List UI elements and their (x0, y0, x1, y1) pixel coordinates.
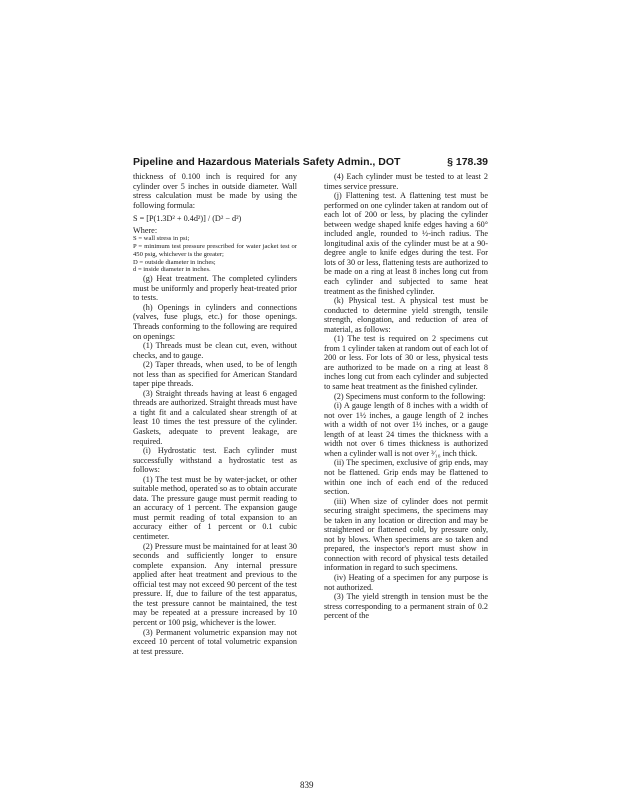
left-column-paragraph: Where: (133, 225, 158, 235)
left-column-paragraph: (h) Openings in cylinders and connections (valves, fuse plugs, etc.) for those openings. Threads conforming to the following are required on openings: (133, 302, 297, 341)
left-column-paragraph: d = inside diameter in inches. (133, 266, 211, 274)
left-column-paragraph: (1) The test must be by water-jacket, or other suitable method, operated so as to obtain accurate data. The pressure gauge must permit reading to an accuracy of 1 percent. The expansion gauge must permit reading of total expansion to an accuracy either of 1 percent or 0.1 cubic centimeter. (133, 474, 297, 542)
left-column-paragraph: (1) Threads must be clean cut, even, without checks, and to gauge. (133, 341, 297, 360)
left-column-paragraph: D = outside diameter in inches; (133, 258, 216, 266)
left-column-paragraph: (3) Straight threads having at least 6 engaged threads are authorized. Straight threads must have a tight fit and a calculated shear strength of at least 10 times the test pressure of the cylinder. Gaskets, adequate to prevent leakage, are required. (133, 388, 297, 446)
left-column-paragraph: S = wall stress in psi; (133, 235, 190, 243)
left-column-paragraph: (i) Hydrostatic test. Each cylinder must successfully withstand a hydrostatic test as follows: (133, 446, 297, 475)
right-column-paragraph: (iv) Heating of a specimen for any purpose is not authorized. (324, 572, 488, 592)
right-column-paragraph: (3) The yield strength in tension must be the stress corresponding to a permanent strain of 0.2 percent of the (324, 592, 488, 621)
running-header (133, 156, 488, 172)
right-column-paragraph: (1) The test is required on 2 specimens cut from 1 cylinder taken at random out of each lot of 200 or less. For lots of 30 or less, physical tests are authorized to be made on a ring at least 8 inches long cut from each cylinder and subjected to same heat treatment as the finished cylinder. (324, 334, 488, 392)
right-column-paragraph: (4) Each cylinder must be tested to at least 2 times service pressure. (324, 172, 488, 191)
right-text-column (324, 172, 488, 621)
right-column-paragraph: (i) A gauge length of 8 inches with a width of not over 1½ inches, a gauge length of 2 inches with a width of not over 1½ inches, or a gauge length of at least 24 times the thickness with a width not over 6 times thickness is authorized when a cylinder wall is not over ³⁄₁₆ inch thick. (324, 401, 488, 458)
left-column-paragraph: (3) Permanent volumetric expansion may not exceed 10 percent of total volumetric expansion at test pressure. (133, 627, 297, 656)
left-column-paragraph: (2) Taper threads, when used, to be of length not less than as specified for American Standard taper pipe threads. (133, 360, 297, 389)
right-column-paragraph: (j) Flattening test. A flattening test must be performed on one cylinder taken at random out of each lot of 200 or less, by placing the cylinder between wedge shaped knife edges having a 60° included angle, rounded to ½-inch radius. The longitudinal axis of the cylinder must be at a 90-degree angle to knife edges during the test. For lots of 30 or less, flattening tests are authorized to be made on a ring at least 8 inches long cut from each cylinder and subjected to same heat treatment as the finished cylinder. (324, 191, 488, 296)
header-section-number: § 178.39 (447, 156, 488, 168)
header-agency-title: Pipeline and Hazardous Materials Safety Admin., DOT (133, 156, 401, 168)
left-column-paragraph: S = [P(1.3D² + 0.4d²)] / (D² − d²) (133, 214, 242, 224)
left-column-paragraph: (g) Heat treatment. The completed cylinders must be uniformly and properly heat-treated prior to tests. (133, 274, 297, 303)
right-column-paragraph: (iii) When size of cylinder does not permit securing straight specimens, the specimens may be taken in any location or direction and may be straightened or flattened cold, by pressure only, not by blows. When specimens are so taken and prepared, the inspector's report must show in connection with record of physical tests detailed information in regard to such specimens. (324, 496, 488, 573)
left-column-paragraph: P = minimum test pressure prescribed for water jacket test or 450 psig, whichever is the greater; (133, 243, 297, 258)
left-column-paragraph: thickness of 0.100 inch is required for any cylinder over 5 inches in outside diameter. Wall stress calculation must be made by using the following formula: (133, 172, 297, 210)
left-column-paragraph: (2) Pressure must be maintained for at least 30 seconds and sufficiently longer to ensure complete expansion. Any internal pressure applied after heat treatment and previous to the official test may not exceed 90 percent of the test pressure. If, due to failure of the test apparatus, the test pressure cannot be maintained, the test may be repeated at a pressure increased by 10 percent or 100 psig, whichever is the lower. (133, 541, 297, 627)
right-column-paragraph: (2) Specimens must conform to the following: (334, 391, 486, 401)
right-column-paragraph: (k) Physical test. A physical test must be conducted to determine yield strength, tensile strength, elongation, and reduction of area of material, as follows: (324, 296, 488, 334)
right-column-paragraph: (ii) The specimen, exclusive of grip ends, may not be flattened. Grip ends may be flattened to within one inch of each end of the reduced section. (324, 458, 488, 497)
left-text-column (133, 172, 297, 656)
page-number: 839 (300, 780, 314, 790)
